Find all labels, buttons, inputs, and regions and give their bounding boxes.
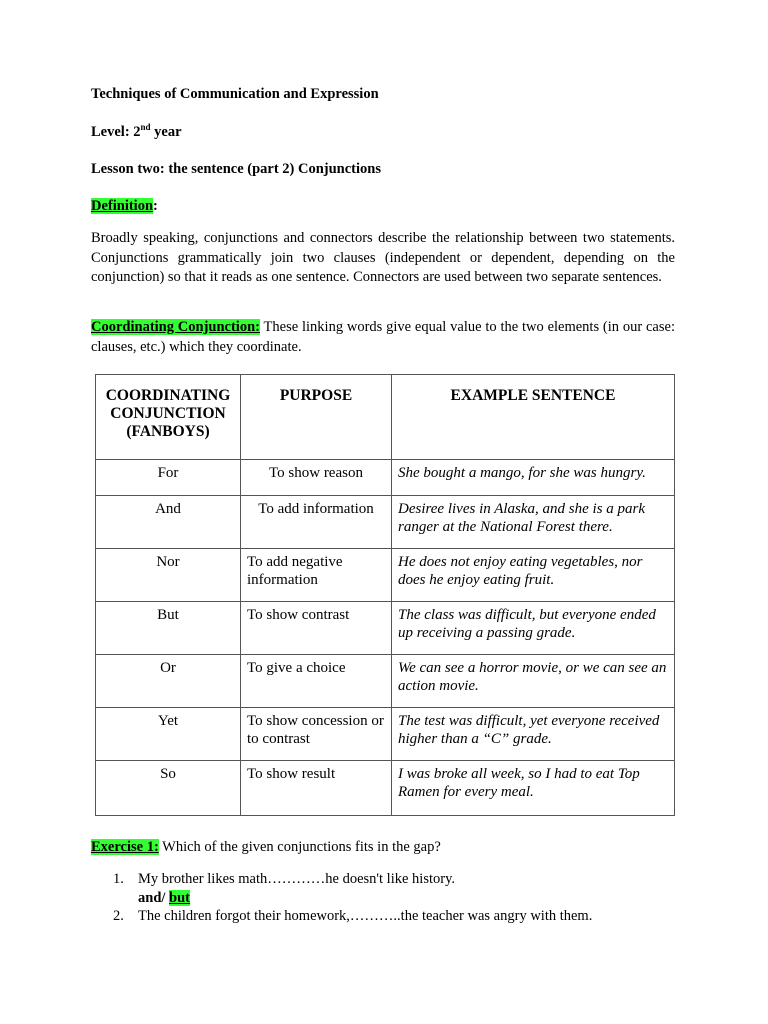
table-cell-purpose: To add negative information xyxy=(241,549,392,602)
table-header-row xyxy=(96,375,675,460)
course-title: Techniques of Communication and Expression xyxy=(91,86,379,102)
table-cell-conjunction: So xyxy=(96,761,241,816)
definition-paragraph: Broadly speaking, conjunctions and connectors describe the relationship between two statements. Conjunctions grammatically join two clauses (independent or dependent, depending on the conjunction) so that it reads as one sentence. Connectors are used between two separate sentences. xyxy=(91,230,675,285)
list-item-number: 2. xyxy=(113,908,124,924)
table-cell-example: The test was difficult, yet everyone received higher than a “C” grade. xyxy=(392,708,675,761)
coordinating-label: Coordinating Conjunction: xyxy=(91,319,260,335)
table-row xyxy=(96,549,675,602)
option-but-selected: but xyxy=(169,890,191,906)
exercise-label: Exercise 1: xyxy=(91,839,159,855)
table-cell-example: The class was difficult, but everyone ended up receiving a passing grade. xyxy=(392,602,675,655)
list-item-text: The children forgot their homework,………..the teacher was angry with them. xyxy=(138,908,593,924)
table-cell-example: He does not enjoy eating vegetables, nor does he enjoy eating fruit. xyxy=(392,549,675,602)
table-cell-purpose: To show reason xyxy=(241,460,392,496)
table-cell-purpose: To show result xyxy=(241,761,392,816)
table-row xyxy=(96,655,675,708)
table-cell-example: I was broke all week, so I had to eat Top Ramen for every meal. xyxy=(392,761,675,816)
lesson-title: Lesson two: the sentence (part 2) Conjunctions xyxy=(91,161,381,177)
table-row xyxy=(96,496,675,549)
table-row xyxy=(96,602,675,655)
table-header-purpose: PURPOSE xyxy=(241,375,392,460)
table-cell-purpose: To give a choice xyxy=(241,655,392,708)
level-label: Level: 2 xyxy=(91,124,141,140)
table-row xyxy=(96,708,675,761)
table-cell-purpose: To show concession or to contrast xyxy=(241,708,392,761)
table-header-example: EXAMPLE SENTENCE xyxy=(392,375,675,460)
table-cell-conjunction: Nor xyxy=(96,549,241,602)
answer-options xyxy=(138,890,190,907)
exercise-prompt: Which of the given conjunctions fits in the gap? xyxy=(158,839,441,855)
table-cell-purpose: To show contrast xyxy=(241,602,392,655)
level-suffix: year xyxy=(150,124,182,140)
definition-label: Definition xyxy=(91,198,154,214)
table-cell-conjunction: Yet xyxy=(96,708,241,761)
table-cell-example: We can see a horror movie, or we can see an action movie. xyxy=(392,655,675,708)
list-item xyxy=(91,871,675,891)
definition-heading xyxy=(91,198,158,215)
exercise-heading xyxy=(91,839,441,856)
option-and: and/ xyxy=(138,890,170,906)
list-item-number: 1. xyxy=(113,871,124,887)
table-row xyxy=(96,761,675,816)
definition-colon: : xyxy=(153,198,158,214)
table-cell-purpose: To add information xyxy=(241,496,392,549)
level-superscript: nd xyxy=(140,122,151,132)
table-cell-conjunction: Or xyxy=(96,655,241,708)
table-cell-example: She bought a mango, for she was hungry. xyxy=(392,460,675,496)
table-header-conjunction: COORDINATING CONJUNCTION (FANBOYS) xyxy=(96,375,241,460)
coordinating-text: These linking words give equal value to the two elements (in our case: clauses, etc.) which they coordinate. xyxy=(91,319,675,355)
table-cell-example: Desiree lives in Alaska, and she is a park ranger at the National Forest there. xyxy=(392,496,675,549)
table-cell-conjunction: And xyxy=(96,496,241,549)
table-row xyxy=(96,460,675,496)
table-cell-conjunction: For xyxy=(96,460,241,496)
level-line xyxy=(91,124,182,141)
list-item-text: My brother likes math…………he doesn't like history. xyxy=(138,871,456,887)
table-cell-conjunction: But xyxy=(96,602,241,655)
conjunctions-table xyxy=(95,374,675,816)
coordinating-paragraph xyxy=(91,318,675,357)
list-item xyxy=(91,908,675,928)
